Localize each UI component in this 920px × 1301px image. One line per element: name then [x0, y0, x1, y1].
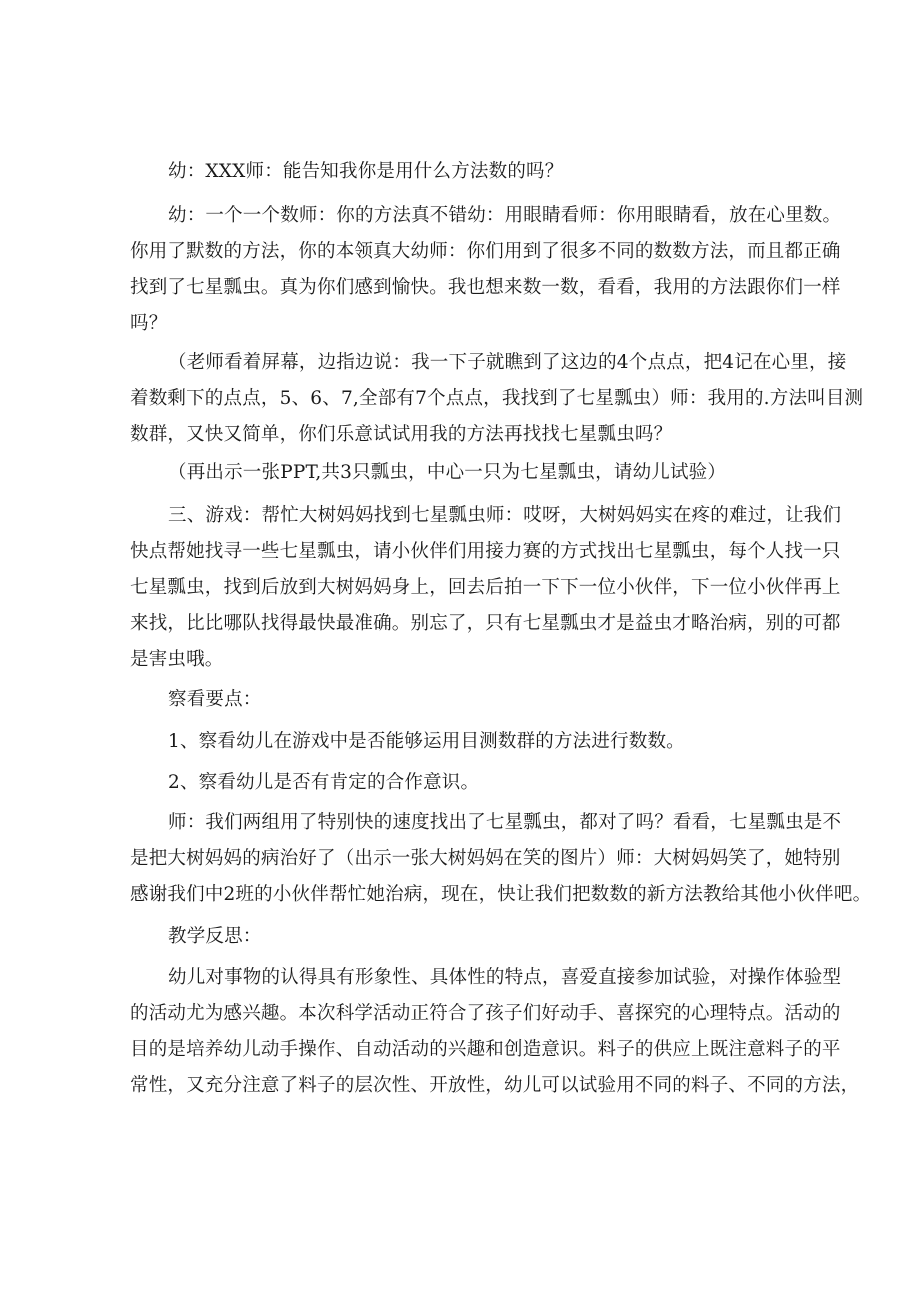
- text-line: 来找，比比哪队找得最快最准确。别忘了，只有七星瓢虫才是益虫才略治病，别的可都: [130, 613, 841, 634]
- text-line: 三、游戏：帮忙大树妈妈找到七星瓢虫师：哎呀，大树妈妈实在疼的难过，让我们: [168, 505, 842, 526]
- text-line: 师：我们两组用了特别快的速度找出了七星瓢虫，都对了吗？看看，七星瓢虫是不: [168, 812, 842, 833]
- text-line: 你用了默数的方法，你的本领真大幼师：你们用到了很多不同的数数方法，而且都正确: [130, 241, 841, 262]
- section-heading: 察看要点：: [168, 689, 262, 710]
- text-line: 找到了七星瓢虫。真为你们感到愉快。我也想来数一数，看看，我用的方法跟你们一样: [130, 277, 841, 298]
- text-line: 是害虫哦。: [130, 649, 224, 670]
- text-line: 幼儿对事物的认得具有形象性、具体性的特点，喜爱直接参加试验，对操作体验型: [168, 967, 842, 988]
- text-line: 幼：XXX师：能告知我你是用什么方法数的吗？: [168, 161, 564, 182]
- text-line: 是把大树妈妈的病治好了（出示一张大树妈妈在笑的图片）师：大树妈妈笑了，她特别: [130, 848, 841, 869]
- text-line: （再出示一张PPT,共3只瓢虫，中心一只为七星瓢虫，请幼儿试验）: [168, 462, 727, 483]
- list-item: 1、察看幼儿在游戏中是否能够运用目测数群的方法进行数数。: [168, 731, 685, 752]
- text-line: 常性，又充分注意了料子的层次性、开放性，幼儿可以试验用不同的料子、不同的方法，: [130, 1075, 860, 1096]
- text-line: 吗？: [130, 313, 168, 334]
- text-line: 七星瓢虫，找到后放到大树妈妈身上，回去后拍一下下一位小伙伴，下一位小伙伴再上: [130, 577, 841, 598]
- text-line: 着数剩下的点点，5、6、7,全部有7个点点，我找到了七星瓢虫）师：我用的.方法叫目测: [130, 388, 864, 409]
- text-line: 目的是培养幼儿动手操作、自动活动的兴趣和创造意识。料子的供应上既注意料子的平: [130, 1039, 841, 1060]
- text-line: 感谢我们中2班的小伙伴帮忙她治病，现在，快让我们把数数的新方法教给其他小伙伴吧。: [130, 884, 872, 905]
- text-line: 的活动尤为感兴趣。本次科学活动正符合了孩子们好动手、喜探究的心理特点。活动的: [130, 1003, 841, 1024]
- section-heading: 教学反思：: [168, 926, 262, 947]
- text-line: 快点帮她找寻一些七星瓢虫，请小伙伴们用接力赛的方式找出七星瓢虫，每个人找一只: [130, 541, 841, 562]
- text-line: 数群，又快又简单，你们乐意试试用我的方法再找找七星瓢虫吗？: [130, 424, 673, 445]
- text-line: （老师看着屏幕，边指边说：我一下子就瞧到了这边的4个点点，把4记在心里，接: [168, 352, 847, 373]
- list-item: 2、察看幼儿是否有肯定的合作意识。: [168, 772, 480, 793]
- text-line: 幼：一个一个数师：你的方法真不错幼：用眼睛看师：你用眼睛看，放在心里数。: [168, 205, 842, 226]
